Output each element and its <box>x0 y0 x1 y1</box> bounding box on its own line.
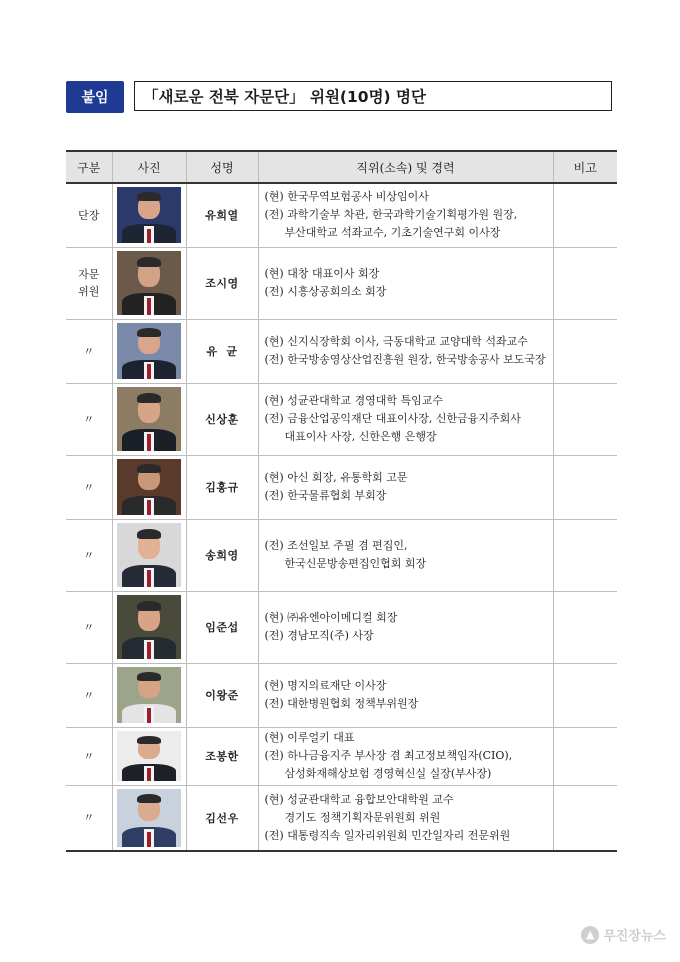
photo-cell <box>112 785 186 851</box>
table-row <box>66 519 617 591</box>
note-cell <box>553 663 617 727</box>
member-name: 조시영 <box>186 247 258 319</box>
attachment-tag: 붙임 <box>66 81 124 113</box>
division-cell: 〃 <box>66 785 112 851</box>
advisory-roster-table <box>66 150 617 852</box>
career-line: (전) 과학기술부 차관, 한국과학기술기획평가원 원장, <box>264 208 518 222</box>
member-name: 조봉한 <box>186 727 258 785</box>
career-line: (전) 시흥상공회의소 회장 <box>264 285 387 298</box>
column-header-career: 직위(소속) 및 경력 <box>258 151 553 183</box>
career-line: 한국신문방송편집인협회 회장 <box>284 557 427 570</box>
note-cell <box>553 183 617 247</box>
table-row <box>66 455 617 519</box>
career-line: (전) 하나금융지주 부사장 겸 최고정보책임자(CIO), <box>264 749 513 762</box>
career-line: (현) 신지식장학회 이사, 극동대학교 교양대학 석좌교수 <box>264 335 528 348</box>
column-header-photo: 사진 <box>112 151 186 183</box>
career-cell <box>258 183 553 247</box>
photo-cell <box>112 591 186 663</box>
career-line: (현) 한국무역보험공사 비상임이사 <box>264 190 429 204</box>
member-name: 유희열 <box>186 183 258 247</box>
career-cell <box>258 383 553 455</box>
career-line: 삼성화재해상보험 경영혁신실 실장(부사장) <box>284 767 492 780</box>
division-cell: 단장 <box>66 183 112 247</box>
division-cell: 자문 위원 <box>66 247 112 319</box>
career-line: (전) 대통령직속 일자리위원회 민간일자리 전문위원 <box>264 828 511 842</box>
note-cell <box>553 727 617 785</box>
career-line: (전) 금융산업공익재단 대표이사장, 신한금융지주회사 <box>264 412 521 425</box>
document-header <box>66 81 426 113</box>
career-line: (전) 한국방송영상산업진흥원 원장, 한국방송공사 보도국장 <box>264 353 546 366</box>
member-photo <box>117 789 181 847</box>
member-photo <box>117 323 181 379</box>
note-cell <box>553 785 617 851</box>
career-cell <box>258 247 553 319</box>
table-row <box>66 591 617 663</box>
division-cell: 〃 <box>66 383 112 455</box>
career-line: 경기도 정책기획자문위원회 위원 <box>284 810 441 824</box>
career-cell <box>258 663 553 727</box>
member-name: 이왕준 <box>186 663 258 727</box>
photo-cell <box>112 383 186 455</box>
career-line: (전) 경남모직(주) 사장 <box>264 629 374 642</box>
member-photo <box>117 387 181 451</box>
photo-cell <box>112 727 186 785</box>
photo-cell <box>112 455 186 519</box>
member-name: 신상훈 <box>186 383 258 455</box>
photo-cell <box>112 663 186 727</box>
member-name: 김선우 <box>186 785 258 851</box>
division-cell: 〃 <box>66 519 112 591</box>
member-photo <box>117 595 181 659</box>
column-header-name: 성명 <box>186 151 258 183</box>
career-cell <box>258 319 553 383</box>
career-cell <box>258 519 553 591</box>
career-line: (현) 명지의료재단 이사장 <box>264 679 387 692</box>
table-row <box>66 247 617 319</box>
division-cell: 〃 <box>66 455 112 519</box>
watermark-text: 무진장뉴스 <box>603 929 666 944</box>
division-cell: 〃 <box>66 663 112 727</box>
note-cell <box>553 455 617 519</box>
watermark-logo-icon: ▲ <box>581 926 599 944</box>
news-watermark <box>581 925 666 944</box>
career-line: (현) ㈜유엔아이메디컬 회장 <box>264 611 398 624</box>
table-row <box>66 319 617 383</box>
table-row <box>66 785 617 851</box>
note-cell <box>553 591 617 663</box>
division-cell: 〃 <box>66 591 112 663</box>
member-photo <box>117 667 181 723</box>
career-line: 대표이사 사장, 신한은행 은행장 <box>284 430 437 443</box>
member-name: 유 균 <box>186 319 258 383</box>
career-cell <box>258 591 553 663</box>
career-cell <box>258 455 553 519</box>
division-cell: 〃 <box>66 727 112 785</box>
member-photo <box>117 523 181 587</box>
member-photo <box>117 187 181 243</box>
photo-cell <box>112 247 186 319</box>
table-row <box>66 727 617 785</box>
career-line: (현) 성균관대학교 경영대학 특임교수 <box>264 394 443 407</box>
career-line: (전) 한국물류협회 부회장 <box>264 489 387 502</box>
table-row <box>66 383 617 455</box>
photo-cell <box>112 319 186 383</box>
career-cell <box>258 785 553 851</box>
table-header-row <box>66 151 617 183</box>
career-cell <box>258 727 553 785</box>
table-row <box>66 183 617 247</box>
note-cell <box>553 519 617 591</box>
member-photo <box>117 731 181 781</box>
note-cell <box>553 247 617 319</box>
division-cell: 〃 <box>66 319 112 383</box>
career-line: (현) 대창 대표이사 회장 <box>264 267 380 280</box>
career-line: (전) 조선일보 주필 겸 편집인, <box>264 539 408 552</box>
member-photo <box>117 251 181 315</box>
member-photo <box>117 459 181 515</box>
column-header-note: 비고 <box>553 151 617 183</box>
career-line: (현) 이루얼키 대표 <box>264 731 355 744</box>
note-cell <box>553 383 617 455</box>
photo-cell <box>112 183 186 247</box>
table-row <box>66 663 617 727</box>
member-name: 김홍규 <box>186 455 258 519</box>
member-name: 임준섭 <box>186 591 258 663</box>
column-header-division: 구분 <box>66 151 112 183</box>
document-title: 「새로운 전북 자문단」 위원(10명) 명단 <box>134 81 612 111</box>
member-name: 송희영 <box>186 519 258 591</box>
note-cell <box>553 319 617 383</box>
career-line: 부산대학교 석좌교수, 기초기술연구회 이사장 <box>284 226 501 240</box>
career-line: (현) 성균관대학교 융합보안대학원 교수 <box>264 792 454 806</box>
career-line: (전) 대한병원협회 정책부위원장 <box>264 697 419 710</box>
career-line: (현) 아신 회장, 유통학회 고문 <box>264 471 408 484</box>
photo-cell <box>112 519 186 591</box>
